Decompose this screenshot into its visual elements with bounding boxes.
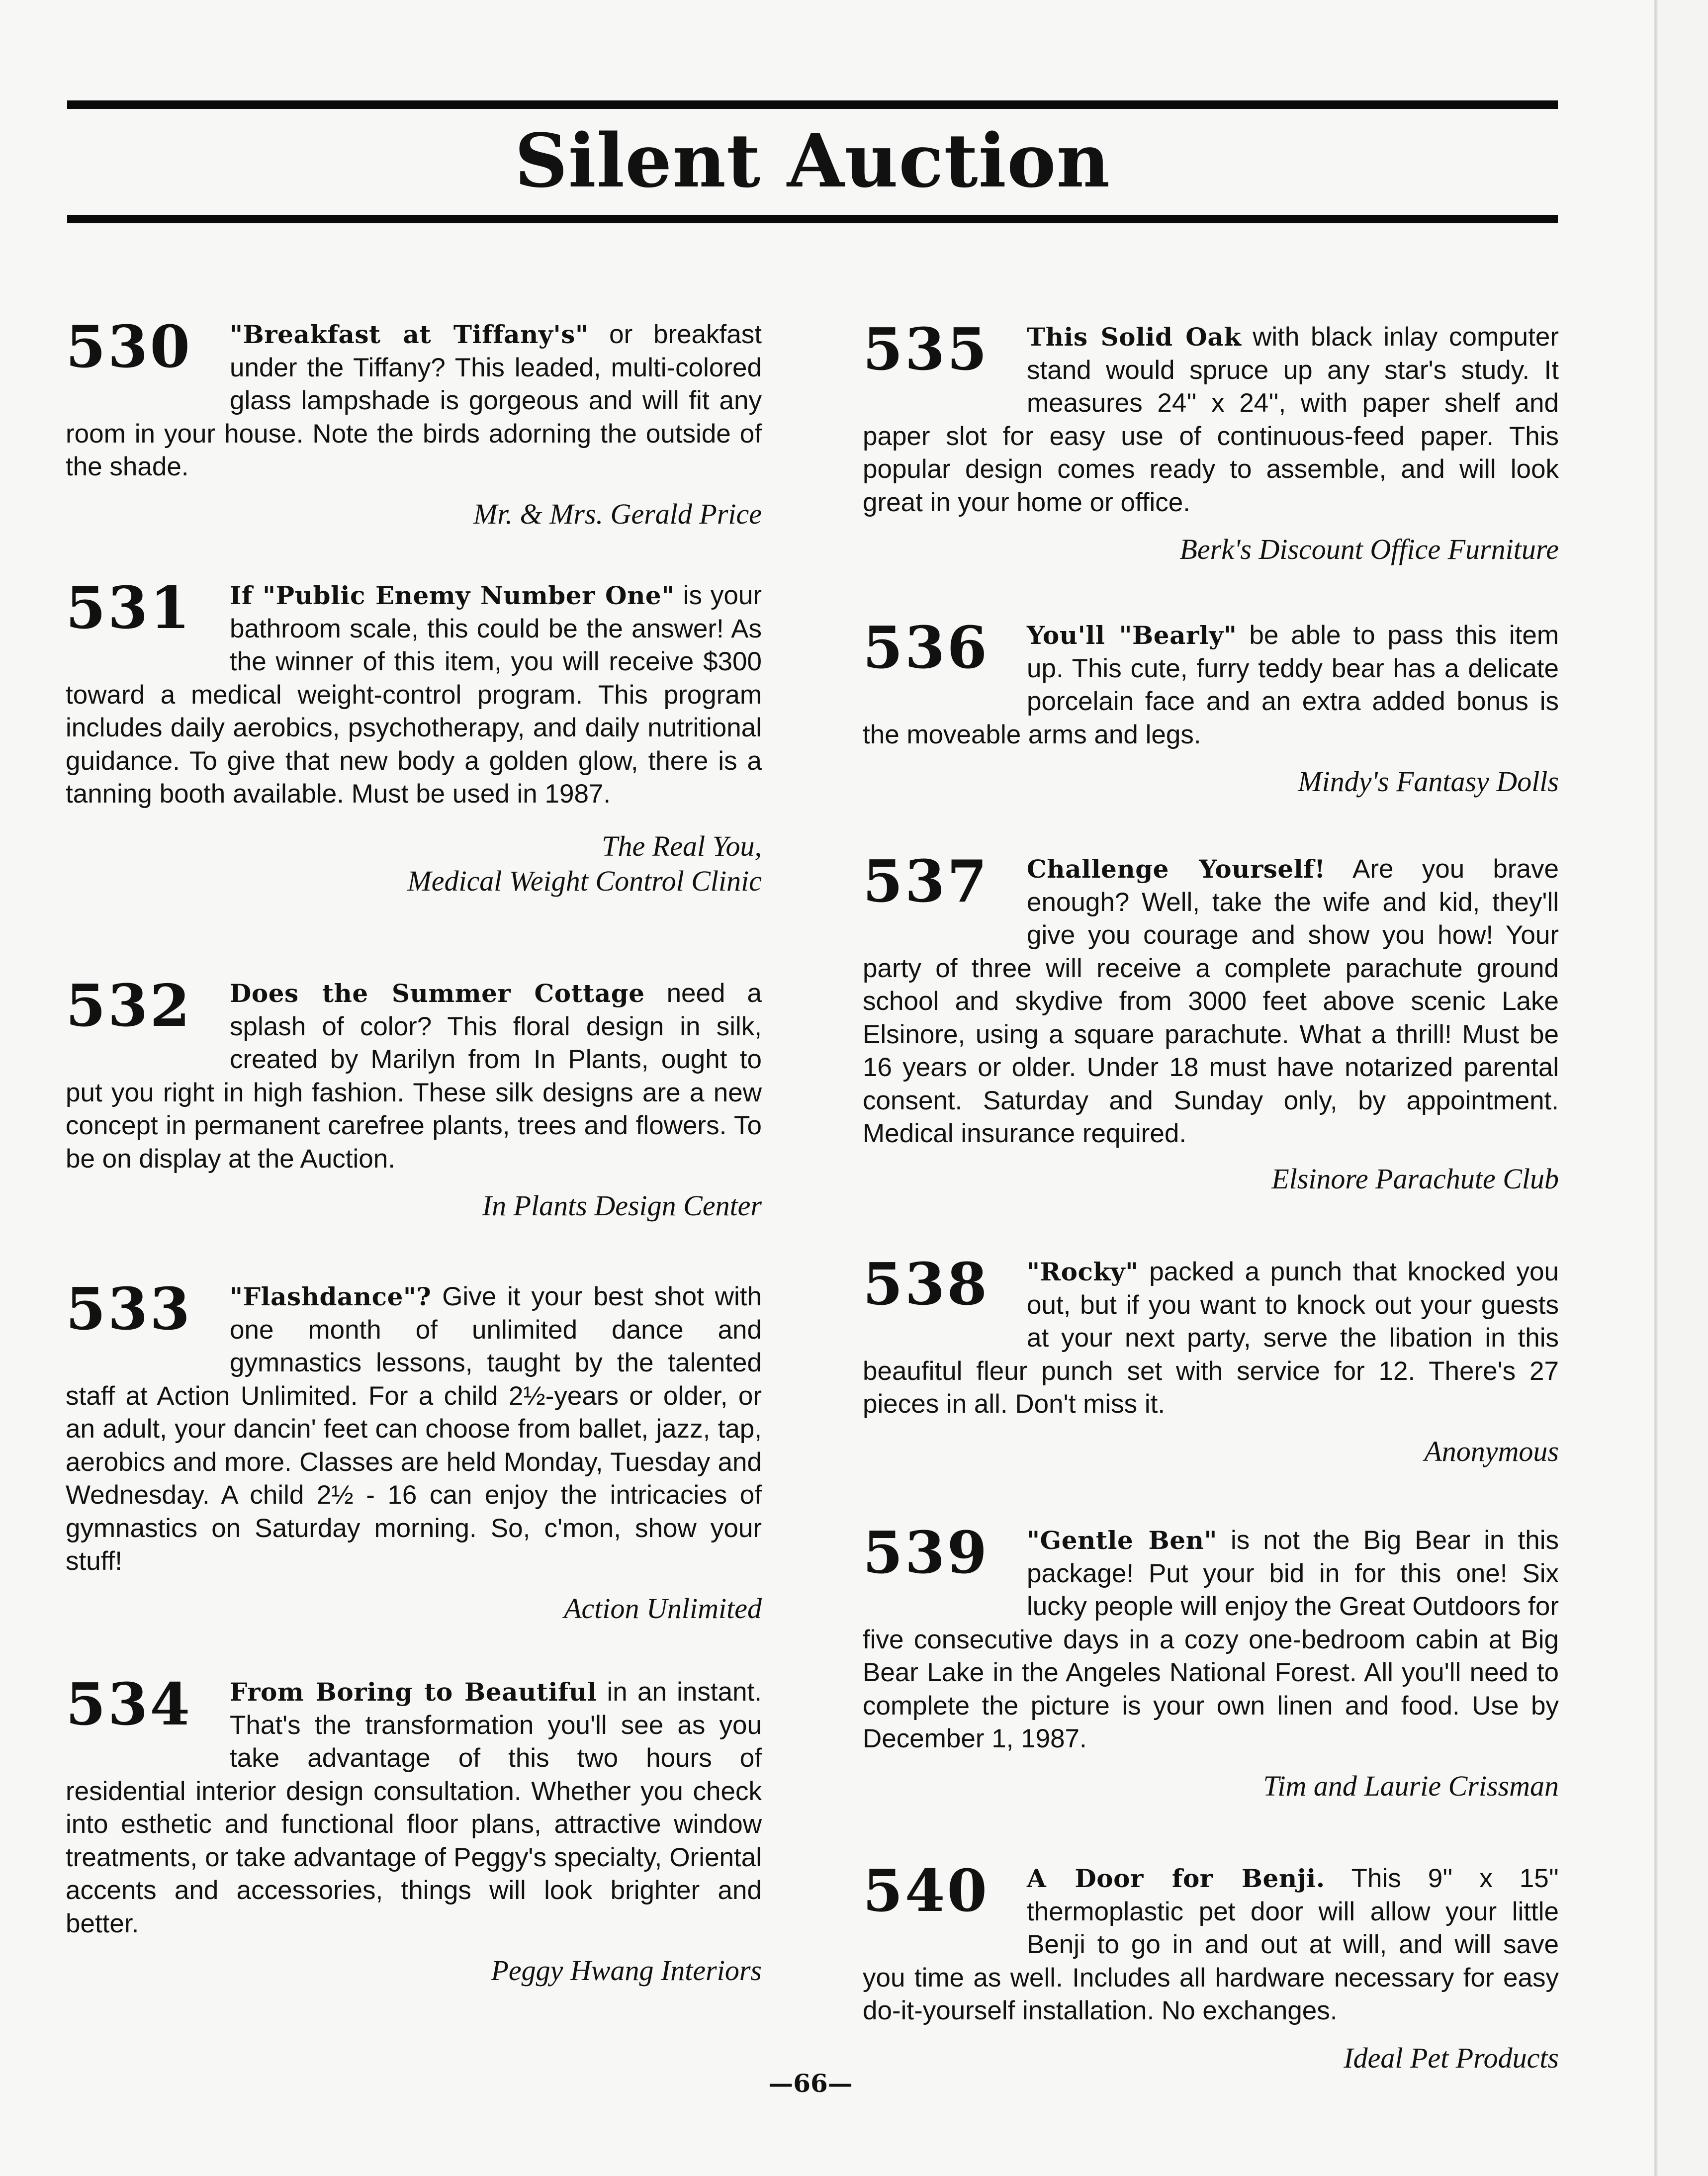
item-body: Are you brave enough? Well, take the wife and kid, they'll give you courage and show you how! Your party of three will receive a complete parachute ground school and skydive from 3000 feet above scenic Lake Elsinore, using a square parachute. What a thrill! Must be 16 years or older. Under 18 must have notarized parental consent. Saturday and Sunday only, by appointment. Medical insurance required. [863, 854, 1559, 1148]
page-fold [1654, 0, 1658, 2176]
item-donor-line-1: The Real You, [602, 829, 762, 862]
item-body: This 9'' x 15'' thermoplastic pet door will allow your little Benji to go in and out at will, and will save you time as well. Includes all hardware necessary for easy do-it-yourself installation. No exchanges. [863, 1864, 1559, 2025]
auction-item-539 [863, 1519, 1559, 1804]
item-number: 531 [66, 574, 192, 642]
item-body: need a splash of color? This floral design in silk, created by Marilyn from In Plants, ought to put you right in high fashion. These silk designs are a new concept in permanent carefree plants, trees and flowers. To be on display at the Auction. [66, 979, 762, 1174]
title-rule-top [67, 100, 1558, 109]
item-number: 534 [66, 1671, 192, 1738]
item-number: 540 [863, 1857, 989, 1925]
item-number: 538 [863, 1251, 989, 1318]
item-donor: Tim and Laurie Crissman [1263, 1769, 1559, 1802]
item-donor: Anonymous [1424, 1435, 1559, 1467]
item-body: in an instant. That's the transformation you'll see as you take advantage of this two hours of residential interior design consultation. Whether you check into esthetic and functional floor plans, attractive window treatments, or take advantage of Peggy's specialty, Oriental accents and accessories, things will look brighter and better. [66, 1677, 762, 1938]
item-body: with black inlay computer stand would spruce up any star's study. It measures 24'' x 24'', with paper shelf and paper slot for easy use of continuous-feed paper. This popular design comes ready to assemble, and will look great in your home or office. [863, 322, 1559, 517]
auction-item-535 [863, 316, 1559, 567]
auction-item-537 [863, 848, 1559, 1196]
item-donor-line-2: Medical Weight Control Clinic [407, 864, 762, 897]
item-headline: "Gentle Ben" [1027, 1526, 1217, 1555]
item-number: 535 [863, 316, 989, 383]
item-donor: Ideal Pet Products [1344, 2041, 1559, 2074]
auction-item-538 [863, 1251, 1559, 1469]
item-body: be able to pass this item up. This cute, furry teddy bear has a delicate porcelain face and an extra added bonus is the moveable arms and legs. [863, 621, 1559, 749]
item-headline: Does the Summer Cottage [230, 979, 645, 1008]
item-donor: Mr. & Mrs. Gerald Price [473, 497, 762, 530]
item-number: 532 [66, 972, 192, 1040]
item-donor: In Plants Design Center [482, 1189, 762, 1222]
item-donor: Elsinore Parachute Club [1271, 1162, 1559, 1195]
item-body: packed a punch that knocked you out, but if you want to knock out your guests at your next party, serve the libation in this beaufitul fleur punch set with service for 12. There's 27 pieces in all. Don't miss it. [863, 1257, 1559, 1419]
item-body: is not the Big Bear in this package! Put your bid in for this one! Six lucky people will enjoy the Great Outdoors for five consecutive days in a cozy one-bedroom cabin at Big Bear Lake in the Angeles National Forest. All you'll need to complete the picture is your own linen and food. Use by December 1, 1987. [863, 1526, 1559, 1753]
item-donor: Peggy Hwang Interiors [491, 1954, 762, 1987]
item-headline: "Breakfast at Tiffany's" [230, 320, 589, 349]
item-body: or breakfast under the Tiffany? This leaded, multi-colored glass lampshade is gorgeous and will fit any room in your house. Note the birds adorning the outside of the shade. [66, 320, 762, 481]
item-headline: A Door for Benji. [1027, 1864, 1325, 1893]
page-number: —66— [768, 2069, 853, 2098]
item-body: is your bathroom scale, this could be the answer! As the winner of this item, you will receive $300 toward a medical weight-control program. This program includes daily aerobics, psychotherapy, and daily nutritional guidance. To give that new body a golden glow, there is a tanning booth available. Must be used in 1987. [66, 581, 762, 809]
auction-item-533 [66, 1275, 762, 1626]
item-headline: If "Public Enemy Number One" [230, 581, 675, 610]
auction-item-530 [66, 313, 762, 532]
auction-item-531 [66, 574, 762, 899]
item-number: 537 [863, 848, 989, 915]
item-number: 533 [66, 1275, 192, 1343]
adjacent-page-edge [1658, 0, 1708, 2176]
item-headline: "Flashdance"? [230, 1282, 432, 1311]
item-headline: From Boring to Beautiful [230, 1677, 597, 1707]
auction-item-534 [66, 1671, 762, 1988]
item-number: 530 [66, 313, 192, 381]
auction-item-540 [863, 1857, 1559, 2076]
item-donor: Action Unlimited [564, 1592, 762, 1625]
item-headline: "Rocky" [1027, 1257, 1139, 1286]
auction-item-536 [863, 614, 1559, 799]
item-number: 536 [863, 614, 989, 682]
page-title: Silent Auction [514, 117, 1111, 204]
item-headline: You'll "Bearly" [1027, 621, 1237, 650]
item-headline: This Solid Oak [1027, 322, 1242, 352]
item-body: Give it your best shot with one month of unlimited dance and gymnastics lessons, taught by the talented staff at Action Unlimited. For a child 2½-years or older, or an adult, your dancin' feet can choose from ballet, jazz, tap, aerobics and more. Classes are held Monday, Tuesday and Wednesday. A child 2½ - 16 can enjoy the intricacies of gymnastics on Saturday morning. So, c'mon, show your stuff! [66, 1282, 762, 1576]
item-number: 539 [863, 1519, 989, 1587]
item-donor: Berk's Discount Office Furniture [1179, 533, 1559, 565]
item-headline: Challenge Yourself! [1027, 854, 1326, 884]
item-donor: Mindy's Fantasy Dolls [1298, 765, 1559, 798]
title-rule-bottom [67, 215, 1558, 223]
auction-item-532 [66, 972, 762, 1223]
